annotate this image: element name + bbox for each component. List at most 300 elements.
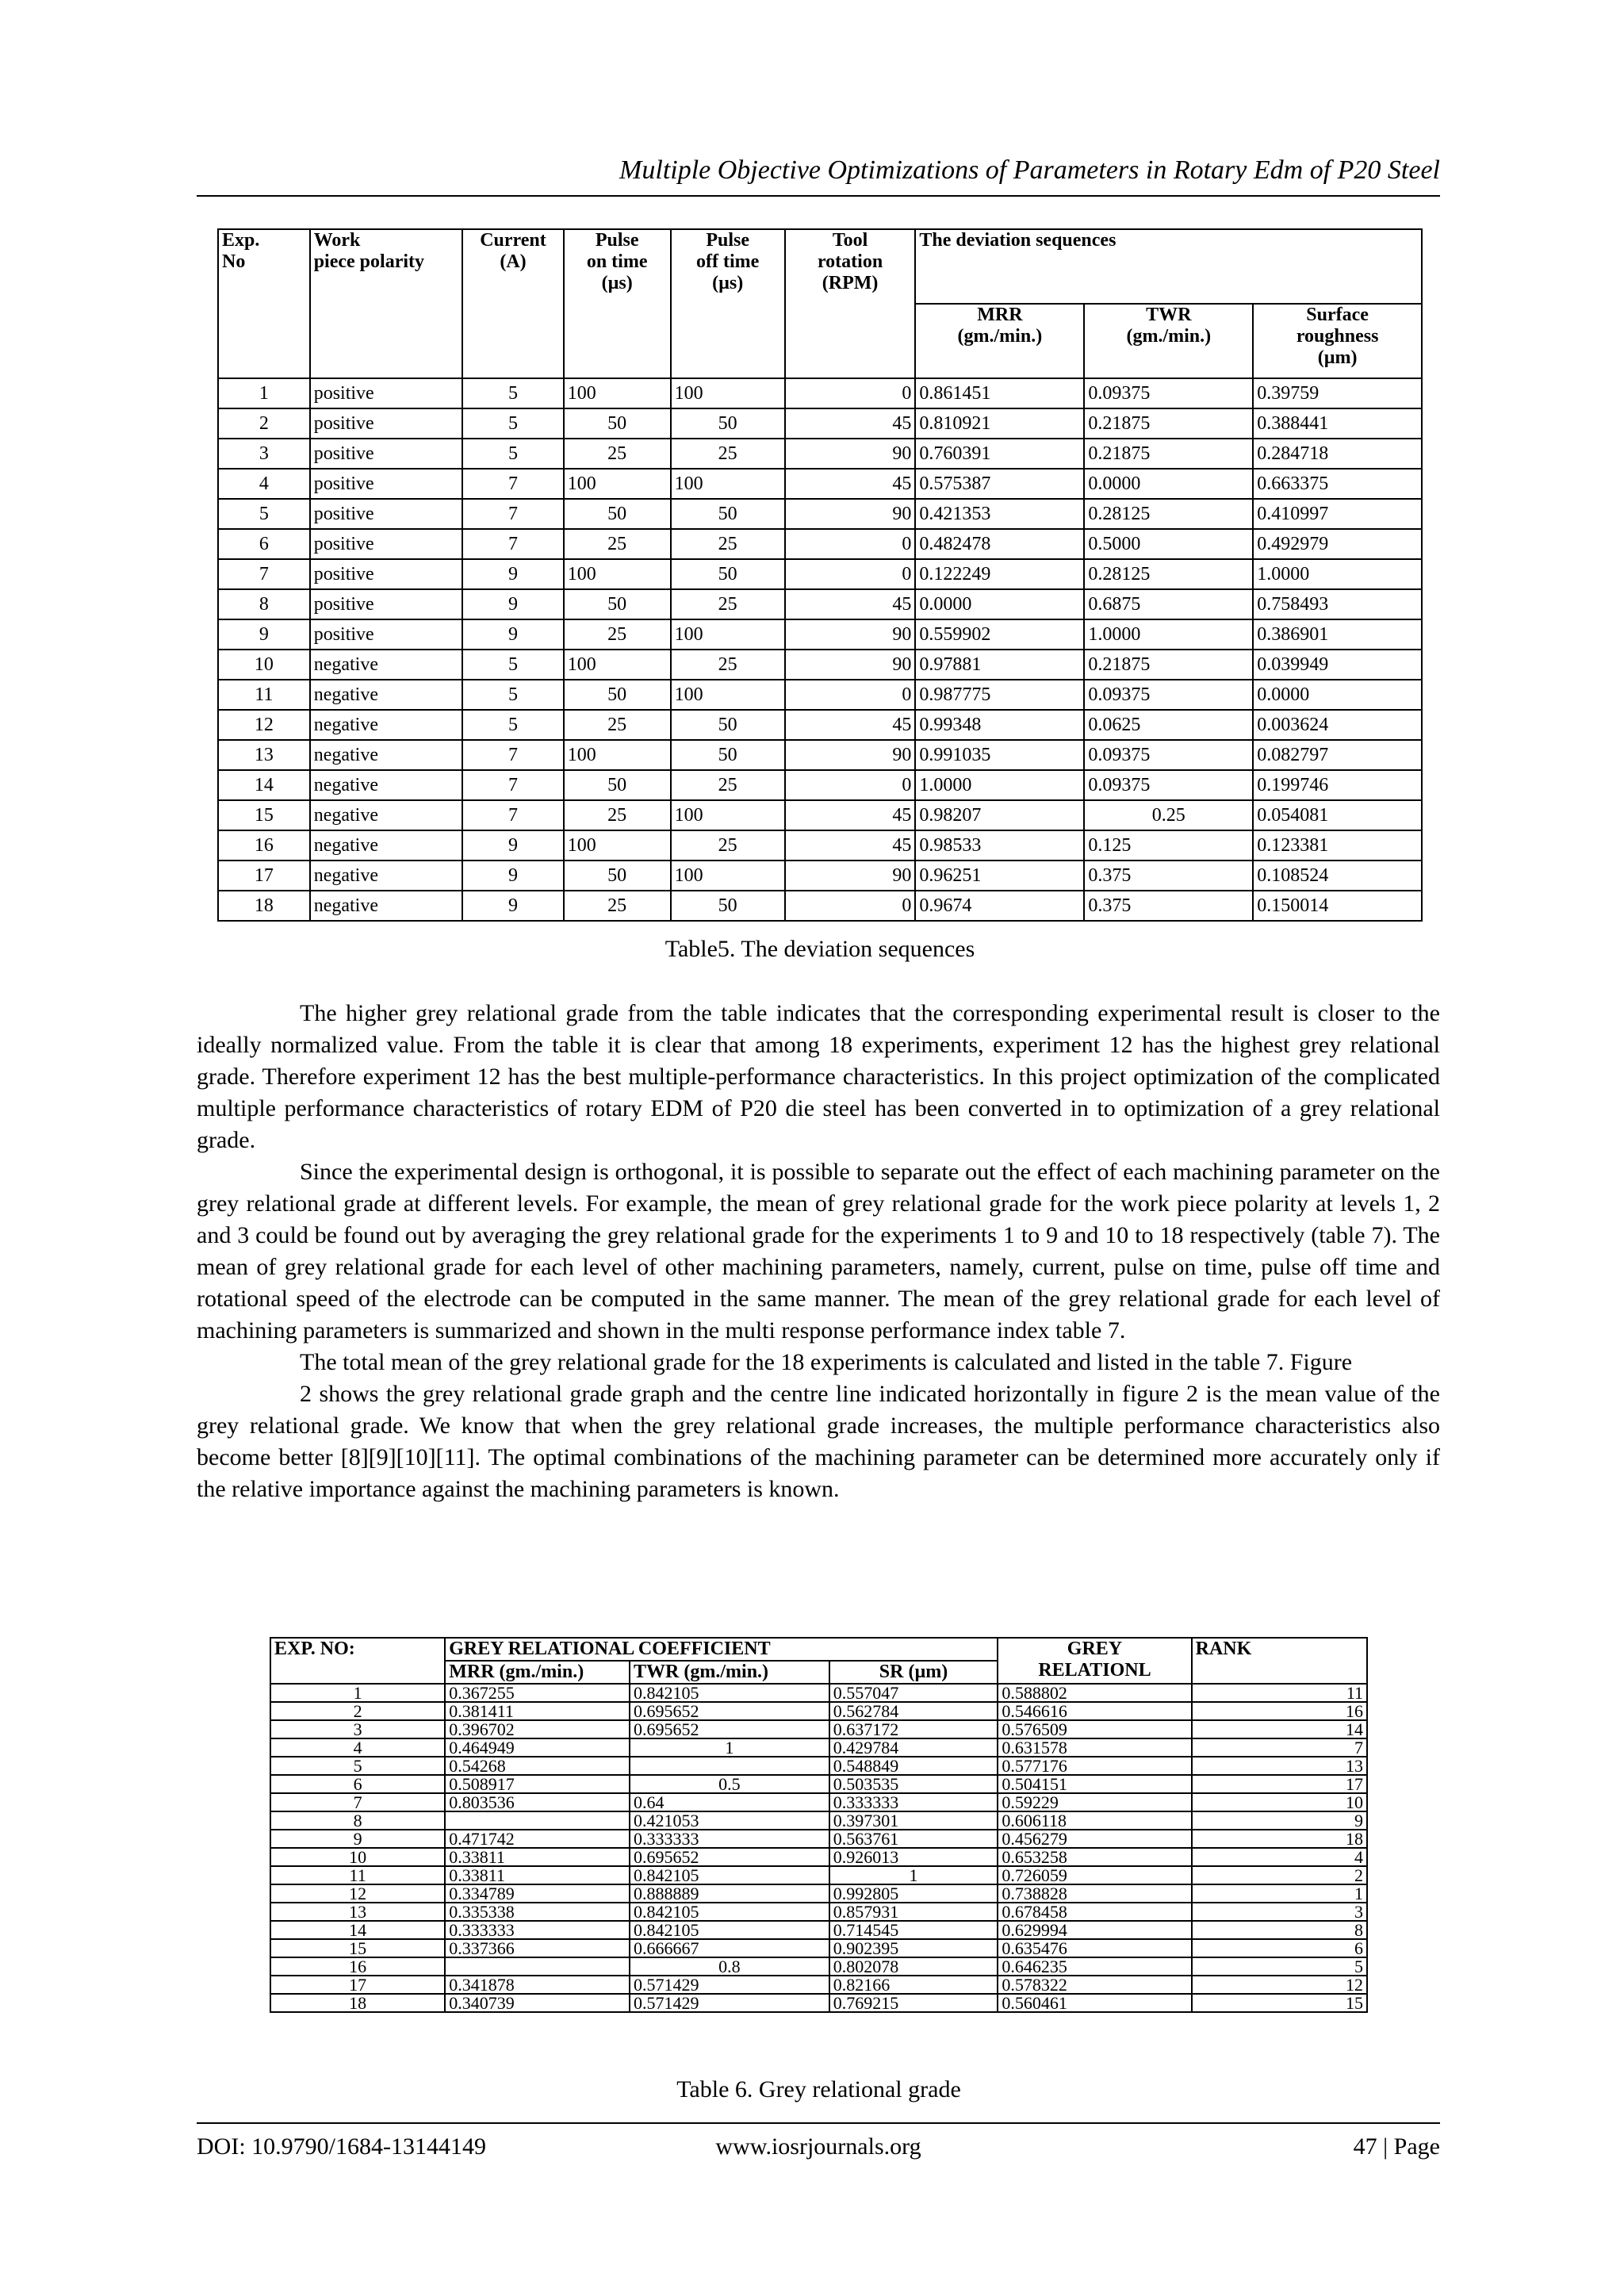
table-cell: 0.695652	[630, 1720, 829, 1738]
table-row	[218, 559, 1422, 589]
table-row	[270, 1994, 1367, 2012]
table-cell: 0.548849	[829, 1757, 998, 1775]
table-cell: negative	[310, 830, 463, 861]
table-cell: 25	[671, 439, 785, 469]
table-cell: 0.334789	[445, 1884, 630, 1903]
table-row	[218, 891, 1422, 921]
table-cell: 1	[829, 1866, 998, 1884]
table-cell: 0.375	[1084, 861, 1253, 891]
table-row	[218, 800, 1422, 830]
table-cell: 45	[785, 710, 916, 740]
table-cell: 0.33811	[445, 1848, 630, 1866]
table-cell: 0.8	[630, 1957, 829, 1976]
table-row	[218, 770, 1422, 800]
col-twr: TWR (gm./min.)	[1084, 304, 1253, 378]
table-cell: 1	[630, 1738, 829, 1757]
table-cell: 7	[462, 499, 564, 529]
table-cell: 5	[462, 650, 564, 680]
table-cell: 0.842105	[630, 1866, 829, 1884]
table-cell: 9	[462, 559, 564, 589]
table-cell: 13	[1192, 1757, 1367, 1775]
table-cell: 0.471742	[445, 1830, 630, 1848]
paragraph-3: The total mean of the grey relational grade for the 18 experiments is calculated and listed in the table 7. Figure	[300, 1349, 1353, 1375]
table-cell: 13	[218, 740, 310, 770]
table-cell: 0.577176	[998, 1757, 1191, 1775]
table-row	[218, 499, 1422, 529]
table-cell: 0.560461	[998, 1994, 1191, 2012]
table-cell: 1	[1192, 1884, 1367, 1903]
table-cell: 50	[671, 710, 785, 740]
table-cell: positive	[310, 439, 463, 469]
table-cell: 50	[671, 740, 785, 770]
table-cell: 100	[671, 378, 785, 408]
table-cell: 0.575387	[915, 469, 1084, 499]
table-cell: 5	[462, 680, 564, 710]
table-cell: 0.125	[1084, 830, 1253, 861]
table-cell: 0.666667	[630, 1939, 829, 1957]
table-cell: 0.562784	[829, 1702, 998, 1720]
table-cell: 0.33811	[445, 1866, 630, 1884]
table-cell: 0.637172	[829, 1720, 998, 1738]
table-cell: 1.0000	[1253, 559, 1422, 589]
table-cell: 0.96251	[915, 861, 1084, 891]
table-cell: 0.054081	[1253, 800, 1422, 830]
table-cell: 0.803536	[445, 1793, 630, 1811]
table-cell: 90	[785, 861, 916, 891]
table-row	[270, 1957, 1367, 1976]
col-grey-relational-grade: GREY RELATIONL	[998, 1638, 1191, 1684]
table-cell: 0.99348	[915, 710, 1084, 740]
table-cell: 0.559902	[915, 619, 1084, 650]
table-cell: 18	[270, 1994, 445, 2012]
table-cell: negative	[310, 800, 463, 830]
table-cell: 0.003624	[1253, 710, 1422, 740]
table-cell: 0.902395	[829, 1939, 998, 1957]
table-cell: 45	[785, 408, 916, 439]
table-cell: 2	[270, 1702, 445, 1720]
table-cell: 0.504151	[998, 1775, 1191, 1793]
table-cell: 0.54268	[445, 1757, 630, 1775]
table-cell: 0.396702	[445, 1720, 630, 1738]
table-cell: 0.333333	[630, 1830, 829, 1848]
table-cell: 5	[462, 378, 564, 408]
footer-page-number: 47 | Page	[1353, 2133, 1440, 2160]
table-row	[270, 1884, 1367, 1903]
table-cell: 10	[270, 1848, 445, 1866]
table-cell: 45	[785, 830, 916, 861]
table-cell: 5	[270, 1757, 445, 1775]
table-cell: 0.769215	[829, 1994, 998, 2012]
col-pulse-off: Pulse off time (µs)	[671, 229, 785, 378]
table-cell: 0.571429	[630, 1994, 829, 2012]
table-cell: 0.563761	[829, 1830, 998, 1848]
table-row	[218, 861, 1422, 891]
col-mrr-coef: MRR (gm./min.)	[445, 1661, 630, 1684]
table-row	[270, 1702, 1367, 1720]
footer-doi: DOI: 10.9790/1684-13144149	[197, 2133, 486, 2160]
table-cell: 0.122249	[915, 559, 1084, 589]
table-cell: 0.802078	[829, 1957, 998, 1976]
table-cell: 50	[564, 680, 671, 710]
table-cell: 0.421053	[630, 1811, 829, 1830]
grey-relational-table	[270, 1637, 1368, 2013]
table-cell: 0.09375	[1084, 680, 1253, 710]
table-cell: 16	[1192, 1702, 1367, 1720]
table-cell: positive	[310, 619, 463, 650]
table-cell: negative	[310, 680, 463, 710]
table-cell: 0.21875	[1084, 650, 1253, 680]
table-cell: positive	[310, 469, 463, 499]
table-row	[270, 1848, 1367, 1866]
col-tool-rotation: Tool rotation (RPM)	[785, 229, 916, 378]
table-cell: 9	[462, 619, 564, 650]
col-exp-no: EXP. NO:	[270, 1638, 445, 1684]
table-row	[218, 830, 1422, 861]
table-cell: 0.21875	[1084, 408, 1253, 439]
table-cell: 9	[270, 1830, 445, 1848]
table-cell: 0.150014	[1253, 891, 1422, 921]
table-cell: 0.456279	[998, 1830, 1191, 1848]
table-cell: 9	[462, 589, 564, 619]
body-text	[197, 998, 1440, 1505]
table-cell: 0.6875	[1084, 589, 1253, 619]
table-cell: 90	[785, 499, 916, 529]
table-cell: positive	[310, 559, 463, 589]
table-row	[270, 1793, 1367, 1811]
table-cell: 45	[785, 589, 916, 619]
table-cell: 0.842105	[630, 1684, 829, 1702]
table-cell: 0.653258	[998, 1848, 1191, 1866]
footer-rule	[197, 2122, 1440, 2124]
table-row	[218, 710, 1422, 740]
table-row	[218, 469, 1422, 499]
table-cell: 90	[785, 740, 916, 770]
table-cell: 0.333333	[829, 1793, 998, 1811]
table-cell: 45	[785, 800, 916, 830]
col-coefficient-group: GREY RELATIONAL COEFFICIENT	[445, 1638, 998, 1661]
table-cell: 0.98533	[915, 830, 1084, 861]
table-cell: 7	[462, 529, 564, 559]
table-cell: 0.340739	[445, 1994, 630, 2012]
table-row	[218, 439, 1422, 469]
table-cell: 0	[785, 891, 916, 921]
table-row	[218, 650, 1422, 680]
table-cell: 0.97881	[915, 650, 1084, 680]
table-cell: 0.28125	[1084, 559, 1253, 589]
footer-site: www.iosrjournals.org	[715, 2133, 921, 2160]
table-cell: 0.25	[1084, 800, 1253, 830]
table-cell: 0.386901	[1253, 619, 1422, 650]
table-cell: 3	[270, 1720, 445, 1738]
table-cell: 90	[785, 439, 916, 469]
table-cell: positive	[310, 589, 463, 619]
table-cell: negative	[310, 650, 463, 680]
table-cell: 0.0625	[1084, 710, 1253, 740]
table-cell: 15	[1192, 1994, 1367, 2012]
table-cell: 0.760391	[915, 439, 1084, 469]
table-cell: 14	[1192, 1720, 1367, 1738]
table-cell: 0	[785, 680, 916, 710]
table-cell: 0.635476	[998, 1939, 1191, 1957]
col-exp: Exp. No	[218, 229, 310, 378]
table-cell: 0.64	[630, 1793, 829, 1811]
table-cell: 0.397301	[829, 1811, 998, 1830]
table-cell: 50	[671, 408, 785, 439]
table-cell: positive	[310, 408, 463, 439]
deviation-table	[217, 228, 1423, 922]
table-cell: 0.199746	[1253, 770, 1422, 800]
table-cell: 0.381411	[445, 1702, 630, 1720]
table-cell: 6	[218, 529, 310, 559]
table-cell: 16	[270, 1957, 445, 1976]
table-cell: 100	[671, 800, 785, 830]
table-cell: 5	[218, 499, 310, 529]
table-cell: 0.0000	[1253, 680, 1422, 710]
table-cell: 0.678458	[998, 1903, 1191, 1921]
table-cell: 4	[1192, 1848, 1367, 1866]
table-cell: 0.810921	[915, 408, 1084, 439]
table-cell: 25	[671, 770, 785, 800]
table-cell: 0.0000	[1084, 469, 1253, 499]
table-cell: 2	[1192, 1866, 1367, 1884]
table-cell: 1	[270, 1684, 445, 1702]
table-cell: 0.333333	[445, 1921, 630, 1939]
table-row	[218, 408, 1422, 439]
table-cell: 10	[1192, 1793, 1367, 1811]
table-cell: 18	[218, 891, 310, 921]
table-cell: 0.576509	[998, 1720, 1191, 1738]
table-row	[218, 680, 1422, 710]
col-sr-coef: SR (µm)	[829, 1661, 998, 1684]
table-cell: 0.557047	[829, 1684, 998, 1702]
table-row	[270, 1939, 1367, 1957]
table-cell: 0.606118	[998, 1811, 1191, 1830]
table-row	[218, 619, 1422, 650]
table-row	[270, 1830, 1367, 1848]
table-cell: 0.28125	[1084, 499, 1253, 529]
table-cell: 0.039949	[1253, 650, 1422, 680]
table-cell: 100	[671, 469, 785, 499]
table-cell: 1	[218, 378, 310, 408]
paragraph-1: The higher grey relational grade from the table indicates that the corresponding experimental result is closer to the ideally normalized value. From the table it is clear that among 18 experiments, experiment 12 has the highest grey relational grade. Therefore experiment 12 has the best multiple-performance characteristics. In this project optimization of the complicated multiple performance characteristics of rotary EDM of P20 die steel has been converted in to optimization of a grey relational grade.	[197, 1000, 1440, 1153]
table-cell: 7	[462, 740, 564, 770]
table-cell: 0.09375	[1084, 378, 1253, 408]
table-cell: 0.508917	[445, 1775, 630, 1793]
table-cell: 9	[462, 891, 564, 921]
table-row	[270, 1811, 1367, 1830]
table-cell: positive	[310, 499, 463, 529]
table-cell	[630, 1757, 829, 1775]
table-cell: 0.726059	[998, 1866, 1191, 1884]
running-header: Multiple Objective Optimizations of Parameters in Rotary Edm of P20 Steel	[619, 155, 1440, 185]
table6-caption: Table 6. Grey relational grade	[676, 2076, 961, 2102]
table-cell: 0.695652	[630, 1848, 829, 1866]
table-cell: 0.39759	[1253, 378, 1422, 408]
table-cell: 0.5	[630, 1775, 829, 1793]
table-cell: 25	[564, 439, 671, 469]
table-cell: 100	[671, 861, 785, 891]
table-cell: 12	[218, 710, 310, 740]
table-cell: 0.09375	[1084, 740, 1253, 770]
table-cell: 0.991035	[915, 740, 1084, 770]
table-row	[218, 589, 1422, 619]
table-cell: 50	[564, 861, 671, 891]
table-cell: 8	[218, 589, 310, 619]
table-cell: 25	[671, 830, 785, 861]
table-row	[270, 1757, 1367, 1775]
table-cell: 1.0000	[915, 770, 1084, 800]
col-twr-coef: TWR (gm./min.)	[630, 1661, 829, 1684]
table-cell: 100	[564, 378, 671, 408]
table-cell: 0.857931	[829, 1903, 998, 1921]
table-cell: 0.367255	[445, 1684, 630, 1702]
table-cell: 0.629994	[998, 1921, 1191, 1939]
table-row	[270, 1976, 1367, 1994]
table-cell: 0.421353	[915, 499, 1084, 529]
table-cell: 0.108524	[1253, 861, 1422, 891]
table-cell: 50	[671, 499, 785, 529]
table-cell: 50	[671, 891, 785, 921]
table-cell: negative	[310, 710, 463, 740]
table-cell: 6	[1192, 1939, 1367, 1957]
table-cell: 0.663375	[1253, 469, 1422, 499]
table-cell: 0.888889	[630, 1884, 829, 1903]
table-cell: 0.337366	[445, 1939, 630, 1957]
table-cell: 7	[270, 1793, 445, 1811]
table-cell: 8	[270, 1811, 445, 1830]
table-cell: 13	[270, 1903, 445, 1921]
table-cell: 0.992805	[829, 1884, 998, 1903]
table-cell: 25	[671, 589, 785, 619]
table-cell: 14	[218, 770, 310, 800]
table-cell: 100	[671, 619, 785, 650]
table-cell: negative	[310, 770, 463, 800]
table-cell: 4	[270, 1738, 445, 1757]
table-cell: 100	[564, 740, 671, 770]
table-cell: 12	[270, 1884, 445, 1903]
table-cell: 0.082797	[1253, 740, 1422, 770]
table-row	[270, 1684, 1367, 1702]
table-cell: 0.926013	[829, 1848, 998, 1866]
table-cell: 8	[1192, 1921, 1367, 1939]
table-row	[218, 529, 1422, 559]
table-cell: 7	[462, 770, 564, 800]
table-cell: 50	[671, 559, 785, 589]
table-row	[218, 378, 1422, 408]
table-cell: 14	[270, 1921, 445, 1939]
table-cell: 100	[564, 650, 671, 680]
deviation-table-body	[218, 378, 1422, 921]
table-row	[270, 1775, 1367, 1793]
table-cell: 0.284718	[1253, 439, 1422, 469]
col-polarity: Work piece polarity	[310, 229, 463, 378]
table-cell: 90	[785, 619, 916, 650]
table-cell: 17	[1192, 1775, 1367, 1793]
table-cell: 15	[270, 1939, 445, 1957]
table-cell: 0.578322	[998, 1976, 1191, 1994]
table-cell: 17	[218, 861, 310, 891]
table-cell: 0.429784	[829, 1738, 998, 1757]
table-cell: 7	[218, 559, 310, 589]
table-cell: 0.503535	[829, 1775, 998, 1793]
table-cell: 12	[1192, 1976, 1367, 1994]
table-cell: 25	[671, 650, 785, 680]
table-cell: 0.758493	[1253, 589, 1422, 619]
col-surface-roughness: Surface roughness (µm)	[1253, 304, 1422, 378]
table-cell: 0.546616	[998, 1702, 1191, 1720]
table-row	[218, 740, 1422, 770]
table-cell: 7	[462, 800, 564, 830]
table-cell: 17	[270, 1976, 445, 1994]
table-cell: 50	[564, 589, 671, 619]
table-cell: 0.842105	[630, 1903, 829, 1921]
table-cell: 9	[218, 619, 310, 650]
table-cell: 0.0000	[915, 589, 1084, 619]
table-cell: 100	[564, 469, 671, 499]
table-cell: 0.571429	[630, 1976, 829, 1994]
table-cell: 5	[1192, 1957, 1367, 1976]
table-cell: 9	[462, 861, 564, 891]
table-cell: 11	[270, 1866, 445, 1884]
table-cell: 0.861451	[915, 378, 1084, 408]
table-cell: 0.341878	[445, 1976, 630, 1994]
table-cell: 0	[785, 529, 916, 559]
table-cell: 50	[564, 408, 671, 439]
table5-caption: Table5. The deviation sequences	[665, 936, 975, 962]
table-cell: 0.738828	[998, 1884, 1191, 1903]
table-cell: 6	[270, 1775, 445, 1793]
table-cell: 100	[671, 680, 785, 710]
table-cell: positive	[310, 378, 463, 408]
table-cell: 0.335338	[445, 1903, 630, 1921]
table-cell: 0.646235	[998, 1957, 1191, 1976]
table-cell: 0.59229	[998, 1793, 1191, 1811]
table-cell: 0.9674	[915, 891, 1084, 921]
table-cell: 0.714545	[829, 1921, 998, 1939]
table-cell: 0.82166	[829, 1976, 998, 1994]
table-cell: negative	[310, 861, 463, 891]
table-cell: 2	[218, 408, 310, 439]
table-cell: 0.123381	[1253, 830, 1422, 861]
table-cell: 0	[785, 378, 916, 408]
table-row	[270, 1903, 1367, 1921]
table-cell: 0.464949	[445, 1738, 630, 1757]
table-row	[270, 1738, 1367, 1757]
paragraph-4: 2 shows the grey relational grade graph and the centre line indicated horizontally in figure 2 is the mean value of the grey relational grade. We know that when the grey relational grade increases, the multiple performance characteristics also become better [8][9][10][11]. The optimal combinations of the machining parameter can be determined more accurately only if the relative importance against the machining parameters is known.	[197, 1381, 1440, 1502]
table-cell: 0.09375	[1084, 770, 1253, 800]
table-cell: 5	[462, 408, 564, 439]
table-cell: 0.21875	[1084, 439, 1253, 469]
table-cell: 0.482478	[915, 529, 1084, 559]
table-cell: 0.987775	[915, 680, 1084, 710]
table-cell: 0.98207	[915, 800, 1084, 830]
table-cell: 90	[785, 650, 916, 680]
table-cell: 16	[218, 830, 310, 861]
table-cell: 50	[564, 770, 671, 800]
table-cell: 50	[564, 499, 671, 529]
table-cell: 7	[1192, 1738, 1367, 1757]
table-cell: 18	[1192, 1830, 1367, 1848]
table-cell: 9	[1192, 1811, 1367, 1830]
table-cell: negative	[310, 740, 463, 770]
table-cell: 0.388441	[1253, 408, 1422, 439]
table-cell: 25	[564, 891, 671, 921]
table-cell: 0	[785, 559, 916, 589]
table-cell: 3	[1192, 1903, 1367, 1921]
table-cell: 15	[218, 800, 310, 830]
table-cell: 7	[462, 469, 564, 499]
table-cell: 0	[785, 770, 916, 800]
